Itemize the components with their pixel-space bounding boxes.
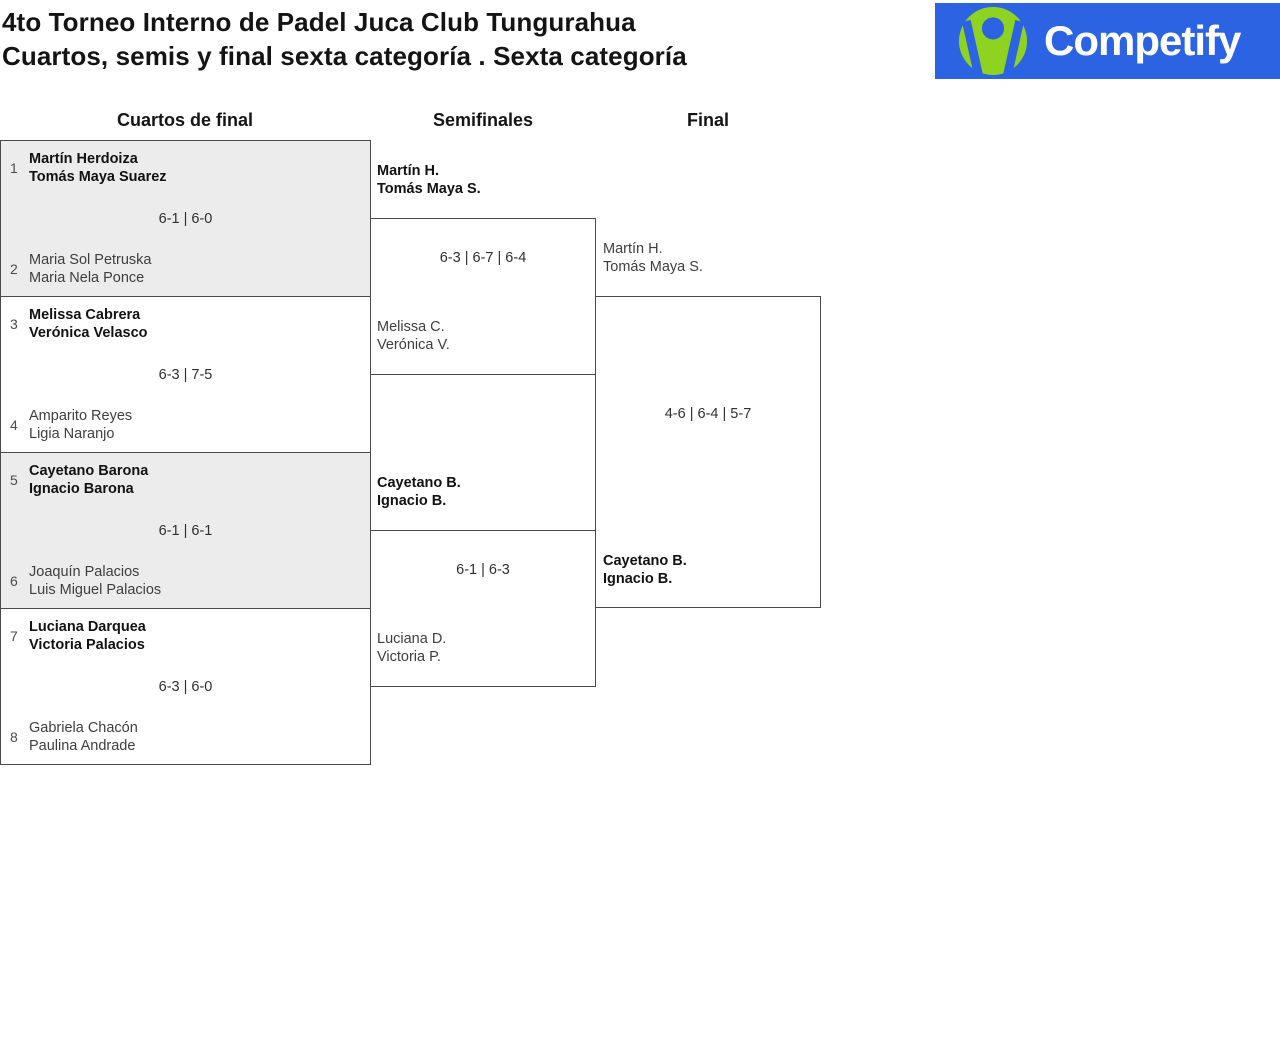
final-top-team-label [603,240,703,276]
competify-logo-text: Competify [1044,17,1241,64]
seed-number: 5 [10,472,18,488]
seed-number: 8 [10,729,18,745]
player-name: Ignacio Barona [29,481,134,497]
match-score: 6-3 | 6-0 [158,678,213,695]
qf4-team-bottom [10,719,138,755]
player-name: Cayetano B. [377,475,461,491]
seed-number: 7 [10,628,18,644]
qf2-team-bottom [10,407,132,443]
player-name: Verónica Velasco [29,325,148,341]
player-name: Martín Herdoiza [29,151,138,167]
sf1-loser-label [377,318,450,354]
player-name: Martín H. [603,241,663,257]
match-score: 4-6 | 6-4 | 5-7 [664,406,752,422]
team-names [29,563,161,599]
match-score: 6-1 | 6-0 [158,210,213,227]
player-name: Gabriela Chacón [29,720,138,736]
player-name: Cayetano B. [603,553,687,569]
quarterfinal-match-1[interactable] [0,140,371,297]
quarterfinal-match-2[interactable] [0,296,371,453]
player-name: Maria Nela Ponce [29,270,145,286]
match-score: 6-3 | 6-7 | 6-4 [439,250,527,266]
player-name: Martín H. [377,163,440,179]
sf2-loser-label [377,630,446,666]
qf3-team-top [10,462,148,498]
player-name: Melissa C. [377,319,445,335]
match-score: 6-1 | 6-3 [456,562,510,578]
team-names [29,719,138,755]
player-name: Amparito Reyes [29,408,133,424]
player-name: Ignacio B. [377,493,447,509]
seed-number: 4 [10,417,18,433]
seed-number: 1 [10,160,18,176]
player-name: Luciana D. [377,631,447,647]
round-header-quarterfinals: Cuartos de final [116,110,254,130]
qf2-team-top [10,306,148,342]
player-name: Maria Sol Petruska [29,252,152,268]
qf1-team-top [10,150,167,186]
round-header-semifinals: Semifinales [432,110,534,130]
champion-label [603,552,687,588]
player-name: Joaquín Palacios [29,564,140,580]
team-names [29,618,146,654]
player-name: Tomás Maya S. [377,181,481,197]
player-name: Luis Miguel Palacios [29,582,162,598]
player-name: Cayetano Barona [29,463,149,479]
qf1-team-bottom [10,251,152,287]
player-name: Verónica V. [377,337,450,353]
team-names [29,306,148,342]
team-names [29,462,148,498]
player-name: Victoria P. [377,649,441,665]
seed-number: 2 [10,261,18,277]
player-name: Melissa Cabrera [29,307,141,323]
player-name: Ligia Naranjo [29,426,115,442]
bracket-subtitle: Cuartos, semis y final sexta categoría . Sexta categoría [2,41,687,71]
player-name: Victoria Palacios [29,637,145,653]
page-title [2,5,687,73]
competify-person-icon [956,4,1030,78]
player-name: Paulina Andrade [29,738,136,754]
team-names [29,150,167,186]
player-name: Tomás Maya S. [603,259,703,275]
tournament-name: 4to Torneo Interno de Padel Juca Club Tungurahua [2,7,636,37]
sf1-winner-label [377,162,481,198]
quarterfinal-match-4[interactable] [0,608,371,765]
match-score: 6-1 | 6-1 [158,522,213,539]
qf3-team-bottom [10,563,161,599]
team-names [29,407,132,443]
player-name: Ignacio B. [603,571,673,587]
competify-logo[interactable] [935,3,1280,79]
match-score: 6-3 | 7-5 [158,366,213,383]
player-name: Tomás Maya Suarez [29,169,167,185]
quarterfinal-match-3[interactable] [0,452,371,609]
qf4-team-top [10,618,146,654]
sf2-winner-label [377,474,461,510]
seed-number: 6 [10,573,18,589]
seed-number: 3 [10,316,18,332]
player-name: Luciana Darquea [29,619,146,635]
team-names [29,251,152,287]
round-header-final: Final [686,110,729,130]
